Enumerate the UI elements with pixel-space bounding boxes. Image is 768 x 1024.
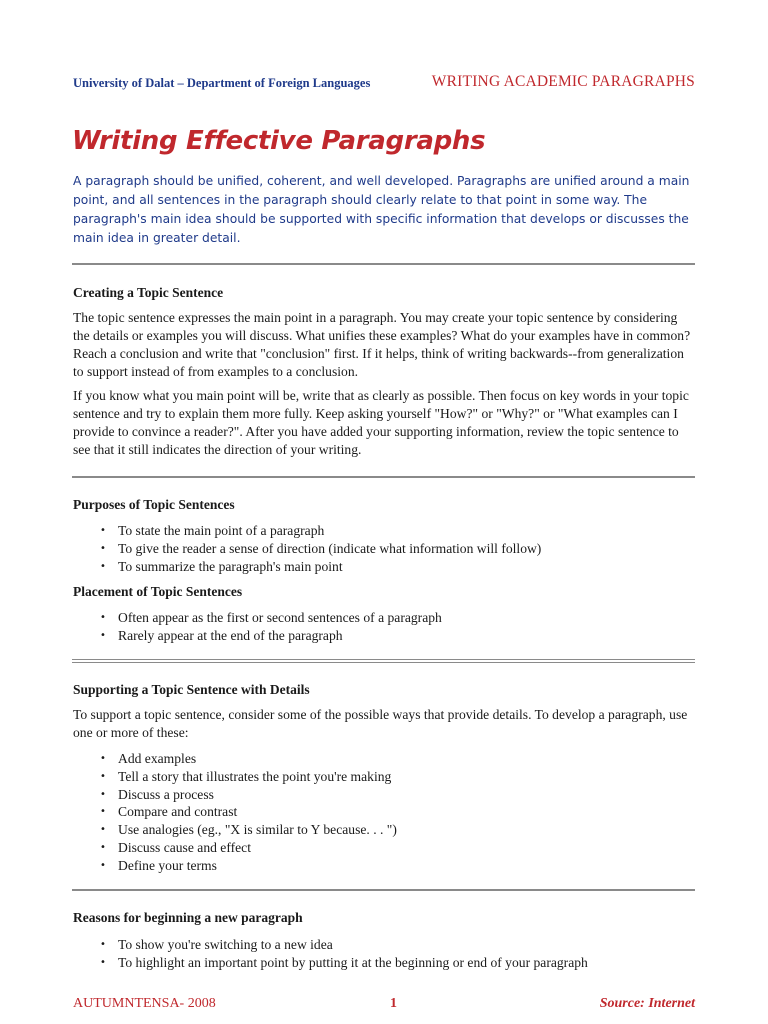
list-item: • To show you're switching to a new idea bbox=[73, 936, 588, 954]
topic-paragraph-2: If you know what you main point will be, write that as clearly as possible. Then focus on key words in your topic sentence and try to explain them more fully. Keep asking yourself "How?" or "Why?" or "What examples can I provide to convince a reader?". After you have added your supporting information, review the topic sentence to see that it still indicates the direction of your writing. bbox=[73, 388, 689, 457]
list-item: • Discuss cause and effect bbox=[73, 839, 397, 857]
list-item: • Compare and contrast bbox=[73, 803, 397, 821]
list-item: • Rarely appear at the end of the paragraph bbox=[73, 627, 442, 645]
supporting-list bbox=[73, 750, 397, 875]
list-item: • Define your terms bbox=[73, 857, 397, 875]
list-item: • Discuss a process bbox=[73, 786, 397, 804]
reasons-list bbox=[73, 936, 588, 972]
purposes-list bbox=[73, 522, 541, 575]
section-divider bbox=[72, 476, 695, 478]
placement-list bbox=[73, 609, 442, 645]
section-divider-double bbox=[72, 659, 695, 663]
supporting-paragraph: To support a topic sentence, consider some of the possible ways that provide details. To develop a paragraph, use one or more of these: bbox=[73, 707, 688, 740]
heading-purposes: Purposes of Topic Sentences bbox=[73, 497, 235, 512]
heading-creating-topic-sentence: Creating a Topic Sentence bbox=[73, 285, 224, 300]
list-item: • Use analogies (eg., "X is similar to Y because. . . ") bbox=[73, 821, 397, 839]
page-title: Writing Effective Paragraphs bbox=[72, 126, 486, 156]
list-item: • Add examples bbox=[73, 750, 397, 768]
topic-paragraph-1: The topic sentence expresses the main point in a paragraph. You may create your topic sentence by considering the details or examples you will discuss. What unifies these examples? What do your examples have in common? Reach a conclusion and write that "conclusion" first. If it helps, think of writing backwards--from generalization to support instead of from examples to a conclusion. bbox=[73, 310, 691, 379]
intro-paragraph: A paragraph should be unified, coherent, and well developed. Paragraphs are unified around a main point, and all sentences in the paragraph should clearly relate to that point in some way. The paragraph's main idea should be supported with specific information that develops or discusses the main idea in greater detail. bbox=[73, 174, 690, 245]
list-item: • Often appear as the first or second sentences of a paragraph bbox=[73, 609, 442, 627]
section-divider bbox=[72, 889, 695, 891]
list-item: • To give the reader a sense of direction (indicate what information will follow) bbox=[73, 540, 541, 558]
footer-page-number: 1 bbox=[390, 996, 397, 1011]
footer-source: Source: Internet bbox=[599, 996, 695, 1011]
heading-supporting: Supporting a Topic Sentence with Details bbox=[73, 682, 310, 697]
header-course-title: WRITING ACADEMIC PARAGRAPHS bbox=[431, 73, 695, 90]
footer-term: AUTUMNTENSA- 2008 bbox=[73, 996, 216, 1011]
section-divider bbox=[72, 263, 695, 265]
list-item: • To state the main point of a paragraph bbox=[73, 522, 541, 540]
list-item: • To summarize the paragraph's main point bbox=[73, 558, 541, 576]
list-item: • Tell a story that illustrates the point you're making bbox=[73, 768, 397, 786]
heading-placement: Placement of Topic Sentences bbox=[73, 584, 243, 599]
header-institution: University of Dalat – Department of Foreign Languages bbox=[73, 76, 371, 90]
heading-reasons: Reasons for beginning a new paragraph bbox=[73, 910, 303, 925]
list-item: • To highlight an important point by putting it at the beginning or end of your paragraph bbox=[73, 954, 588, 972]
